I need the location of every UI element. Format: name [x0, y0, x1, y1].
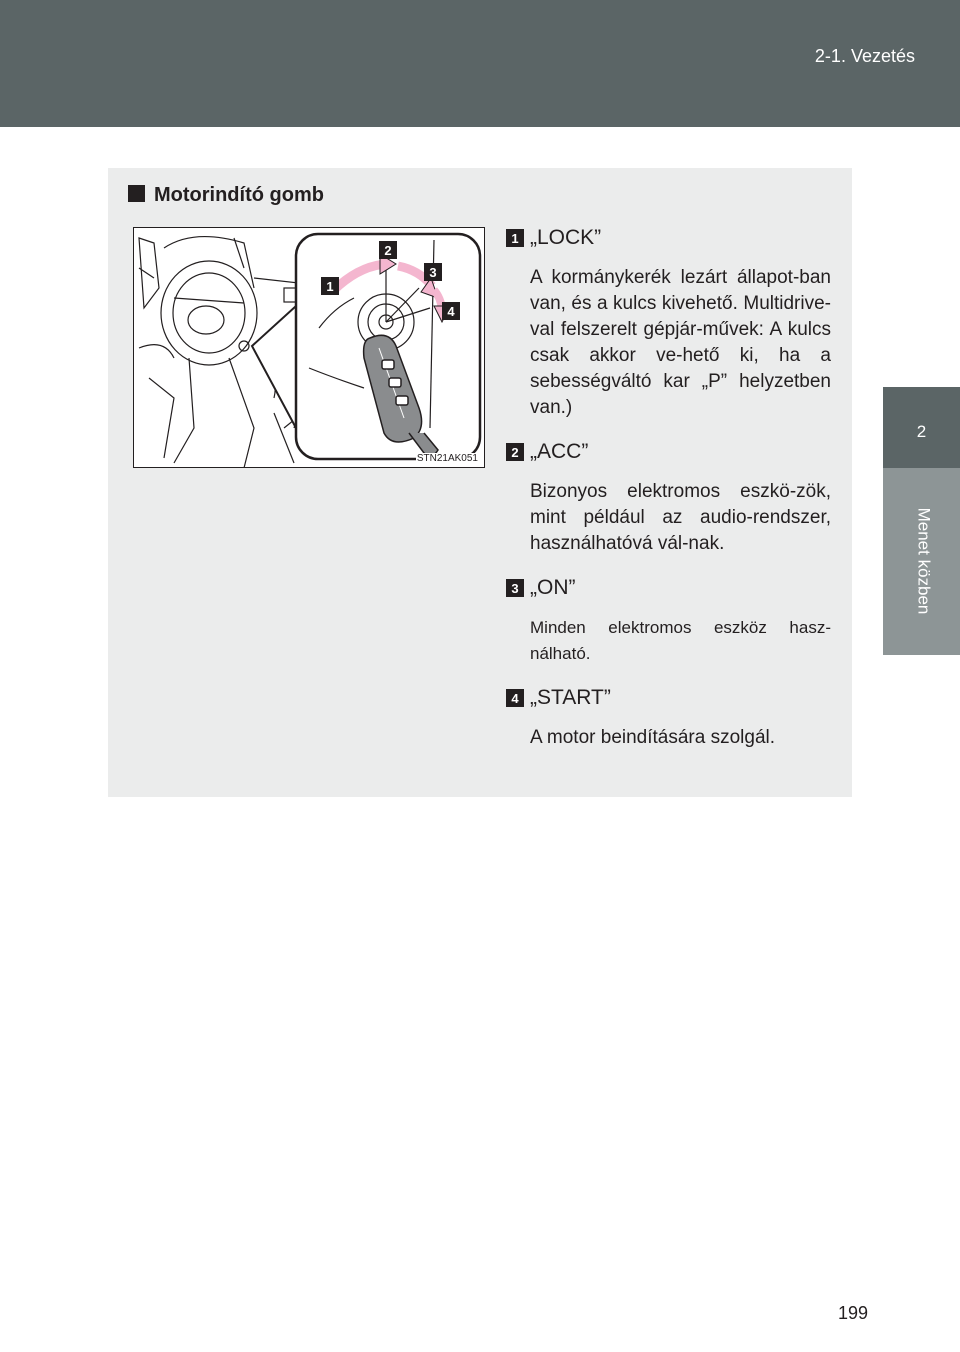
chapter-number: 2	[916, 422, 927, 441]
page-number: 199	[838, 1303, 869, 1323]
figure-code: STN21AK051	[416, 453, 478, 464]
chapter-tab-label-area	[883, 468, 960, 655]
page-header-bar	[0, 0, 960, 127]
list-item	[506, 575, 831, 667]
item-description: Minden elektromos eszköz hasz-nálható.	[530, 618, 831, 663]
callout-4: 4	[442, 302, 460, 320]
number-badge: 4	[506, 689, 524, 707]
callout-2: 2	[379, 241, 397, 259]
chapter-tab	[883, 387, 960, 468]
callout-1: 1	[321, 277, 339, 295]
section-heading: 2-1. Vezetés	[814, 46, 915, 66]
number-badge: 3	[506, 579, 524, 597]
list-item	[506, 225, 831, 421]
item-description: A kormánykerék lezárt állapot-ban van, és a kulcs kivehető. Multidrive-val felszerelt gépjár-művek: A kulcs csak akkor ve-hető ki, ha a sebességváltó kar „P” helyzetben van.)	[530, 267, 831, 418]
callout-3: 3	[424, 263, 442, 281]
ignition-illustration	[133, 227, 485, 468]
item-title: „ON”	[530, 576, 576, 599]
item-description: A motor beindítására szolgál.	[530, 727, 776, 748]
content-panel	[108, 168, 852, 797]
section-title: Motorindító gomb	[128, 184, 324, 207]
item-title: „START”	[530, 686, 611, 709]
chapter-label: Menet közben	[914, 507, 934, 615]
list-item	[506, 439, 831, 557]
item-description: Bizonyos elektromos eszkö-zök, mint például az audio-rendszer, használhatóvá vál-nak.	[530, 481, 831, 554]
item-title: „LOCK”	[530, 226, 602, 249]
square-bullet-icon	[128, 185, 145, 202]
number-badge: 2	[506, 443, 524, 461]
item-title: „ACC”	[530, 440, 589, 463]
position-list	[506, 225, 831, 769]
number-badge: 1	[506, 229, 524, 247]
list-item	[506, 685, 831, 751]
